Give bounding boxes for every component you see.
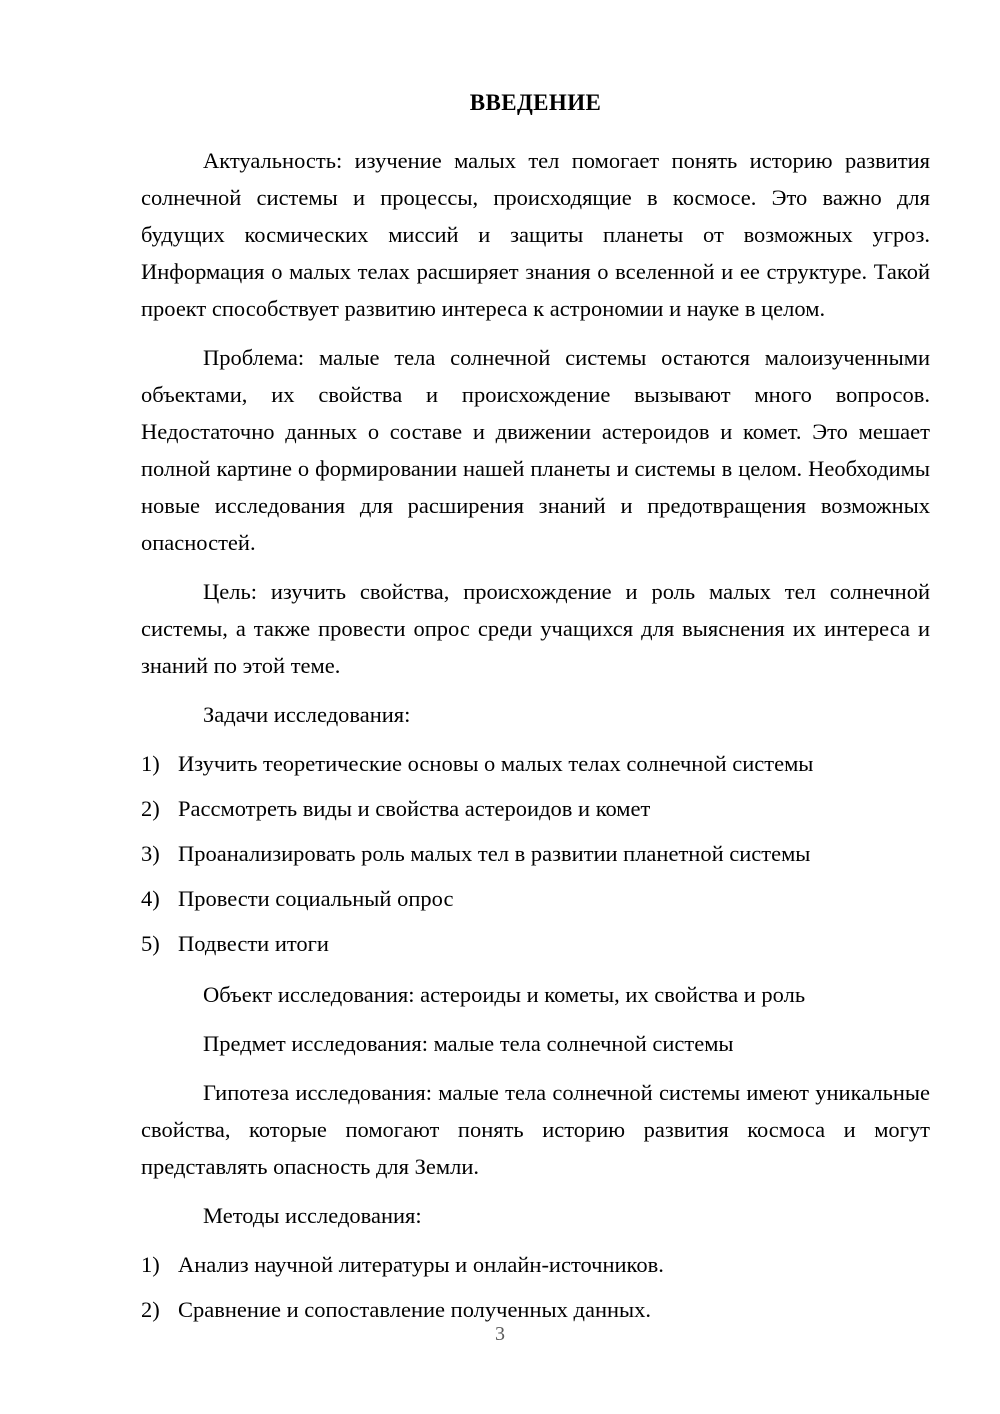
list-item — [141, 880, 930, 917]
page-title: ВВЕДЕНИЕ — [469, 90, 602, 115]
research-object: Объект исследования: астероиды и кометы, их свойства и роль — [203, 981, 806, 1007]
list-item-marker: 4) — [141, 885, 160, 911]
list-item — [141, 790, 930, 827]
list-item-label: Изучить теоретические основы о малых телах солнечной системы — [178, 750, 814, 776]
paragraph-relevance: Актуальность: изучение малых тел помогает понять историю развития солнечной системы и процессы, происходящие в космосе. Это важно для будущих космических миссий и защиты планеты от возможных угроз. Информация о малых телах расширяет знания о вселенной и ее структуре. Такой проект способствует развитию интереса к астрономии и науке в целом. — [141, 147, 930, 321]
list-item-label: Анализ научной литературы и онлайн-источников. — [178, 1251, 664, 1277]
paragraph-goal: Цель: изучить свойства, происхождение и роль малых тел солнечной системы, а также провести опрос среди учащихся для выяснения их интереса и знаний по этой теме. — [141, 578, 930, 678]
list-item — [141, 1246, 930, 1283]
list-item-marker: 1) — [141, 750, 160, 776]
page-number: 3 — [495, 1323, 505, 1345]
document-body — [141, 88, 930, 1336]
list-item-marker: 2) — [141, 795, 160, 821]
list-item-label: Рассмотреть виды и свойства астероидов и комет — [178, 795, 651, 821]
list-item-marker: 5) — [141, 930, 160, 956]
methods-list — [141, 1246, 930, 1328]
tasks-list — [141, 745, 930, 962]
tasks-label: Задачи исследования: — [203, 701, 411, 727]
list-item — [141, 925, 930, 962]
list-item-label: Сравнение и сопоставление полученных данных. — [178, 1296, 652, 1322]
list-item-marker: 2) — [141, 1296, 160, 1322]
paragraph-problem: Проблема: малые тела солнечной системы остаются малоизученными объектами, их свойства и происхождение вызывают много вопросов. Недостаточно данных о составе и движении астероидов и комет. Это мешает полной картине о формировании нашей планеты и системы в целом. Необходимы новые исследования для расширения знаний и предотвращения возможных опасностей. — [141, 344, 930, 555]
list-item — [141, 745, 930, 782]
list-item-label: Проанализировать роль малых тел в развитии планетной системы — [178, 840, 811, 866]
methods-label: Методы исследования: — [203, 1202, 422, 1228]
list-item-label: Подвести итоги — [178, 930, 329, 956]
list-item — [141, 835, 930, 872]
list-item-marker: 3) — [141, 840, 160, 866]
paragraph-hypothesis: Гипотеза исследования: малые тела солнечной системы имеют уникальные свойства, которые помогают понять историю развития космоса и могут представлять опасность для Земли. — [141, 1079, 930, 1179]
research-subject: Предмет исследования: малые тела солнечной системы — [203, 1030, 734, 1056]
list-item-label: Провести социальный опрос — [178, 885, 454, 911]
list-item-marker: 1) — [141, 1251, 160, 1277]
